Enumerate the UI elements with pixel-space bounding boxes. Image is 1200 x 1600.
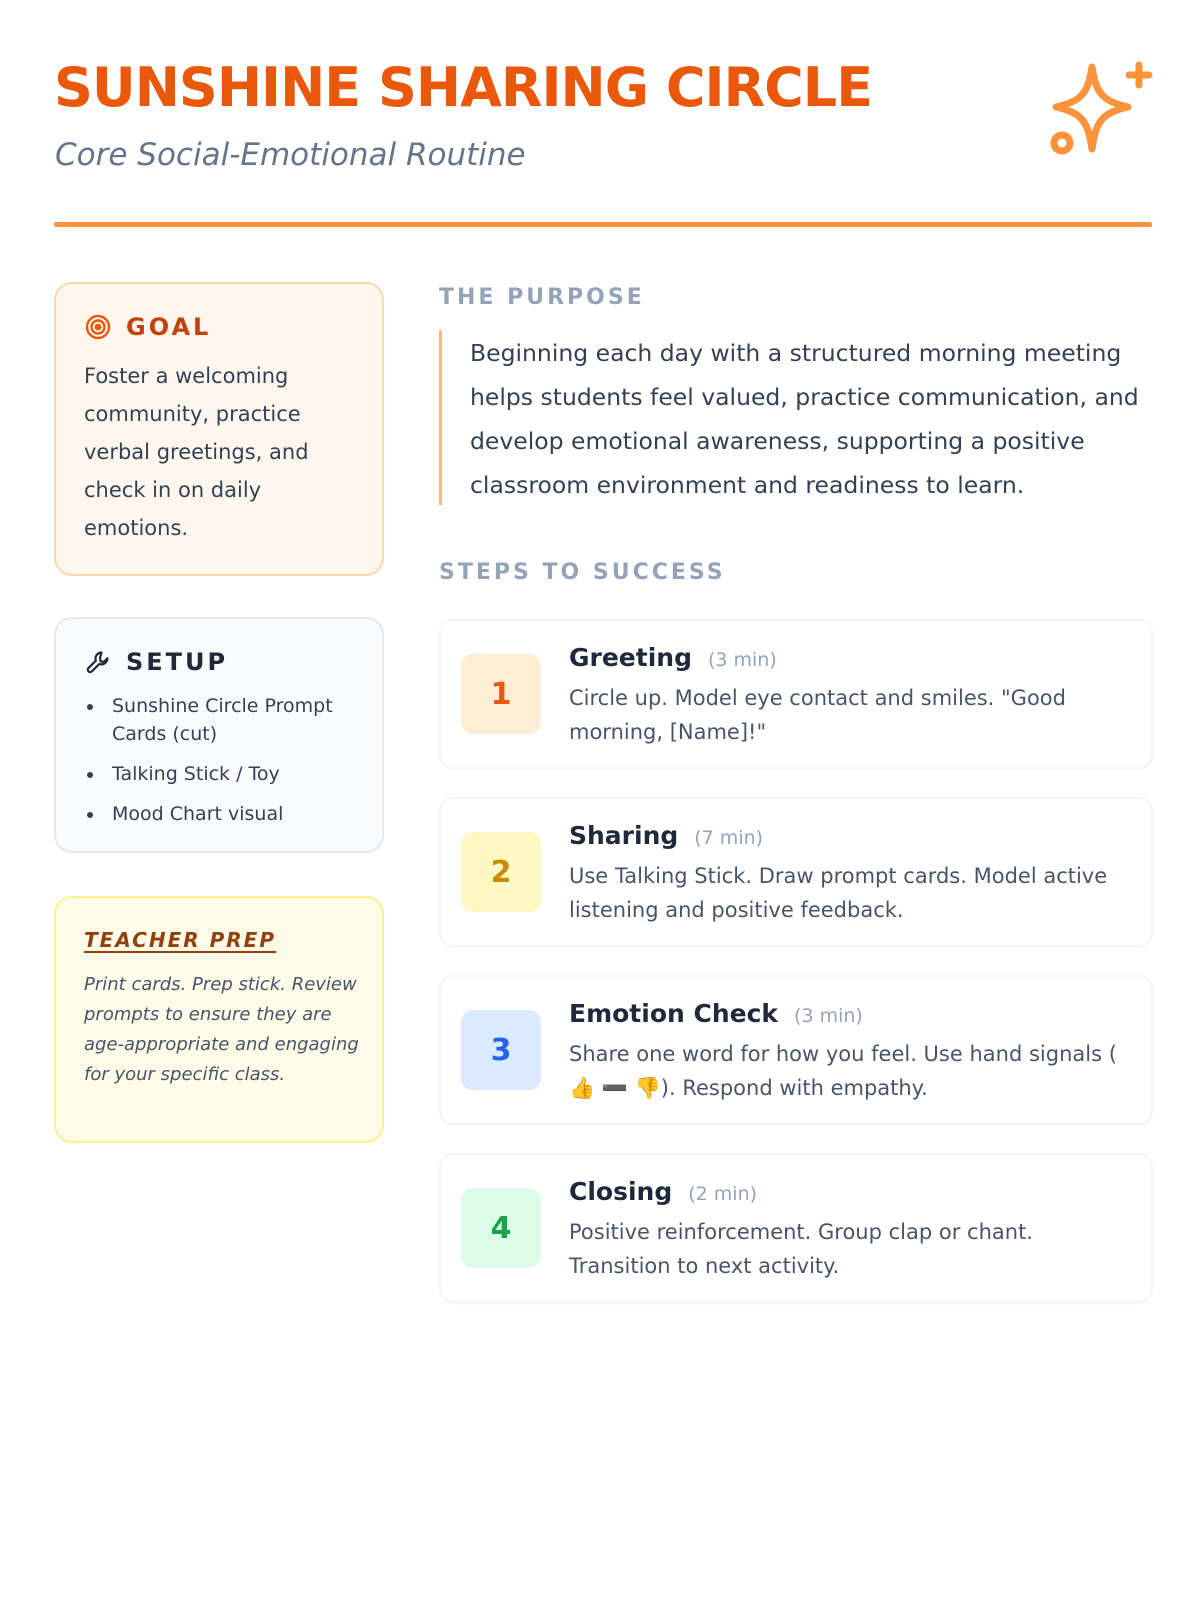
- step-number-badge: 2: [461, 832, 541, 912]
- step-title: [569, 999, 863, 1028]
- step-title: [569, 1177, 757, 1206]
- step-card-closing: [439, 1153, 1153, 1303]
- step-description: Positive reinforcement. Group clap or chant. Transition to next activity.: [569, 1220, 1033, 1278]
- step-description: Share one word for how you feel. Use hand signals ( 👍 ➖ 👎). Respond with empathy.: [569, 1042, 1117, 1100]
- page-title: SUNSHINE SHARING CIRCLE: [54, 56, 873, 119]
- step-title: [569, 821, 763, 850]
- purpose-text: Beginning each day with a structured morning meeting helps students feel valued, practice communication, and develop emotional awareness, supporting a positive classroom environment and readiness to learn.: [470, 339, 1139, 499]
- page-subtitle: Core Social-Emotional Routine: [55, 137, 526, 173]
- step-duration: (2 min): [688, 1183, 758, 1205]
- teacher-prep-label: TEACHER PREP: [84, 928, 276, 952]
- step-duration: (3 min): [794, 1005, 863, 1027]
- teacher-prep-text: Print cards. Prep stick. Review prompts to ensure they are age-appropriate and engaging for your specific class.: [84, 974, 359, 1085]
- header: [54, 50, 1149, 230]
- teacher-prep-card: [54, 896, 384, 1143]
- step-description: Circle up. Model eye contact and smiles. "Good morning, [Name]!": [569, 686, 1066, 744]
- step-card-greeting: [439, 619, 1153, 769]
- step-title: [569, 643, 777, 672]
- step-description: Use Talking Stick. Draw prompt cards. Model active listening and positive feedback.: [569, 864, 1108, 922]
- header-divider: [54, 222, 1152, 227]
- step-number-badge: 3: [461, 1010, 541, 1090]
- goal-header: [84, 312, 211, 342]
- goal-text: Foster a welcoming community, practice verbal greetings, and check in on daily emotions.: [84, 364, 309, 540]
- setup-header: [84, 647, 228, 677]
- list-item: Mood Chart visual: [84, 800, 374, 828]
- setup-label: SETUP: [126, 648, 229, 676]
- goal-label: GOAL: [126, 313, 212, 341]
- step-name: Greeting: [569, 643, 692, 672]
- step-card-emotion-check: [439, 975, 1153, 1125]
- sparkle-icon: [1044, 55, 1154, 165]
- step-name: Emotion Check: [569, 999, 779, 1028]
- goal-card: [54, 282, 384, 576]
- step-name: Sharing: [569, 821, 679, 850]
- wrench-icon: [84, 648, 112, 676]
- steps-heading: STEPS TO SUCCESS: [439, 560, 726, 585]
- setup-card: [54, 617, 384, 853]
- step-name: Closing: [569, 1177, 673, 1206]
- list-item: Sunshine Circle Prompt Cards (cut): [84, 692, 374, 748]
- purpose-heading: THE PURPOSE: [439, 285, 645, 310]
- step-duration: (3 min): [707, 649, 777, 671]
- step-card-sharing: [439, 797, 1153, 947]
- step-duration: (7 min): [694, 827, 764, 849]
- list-item: Talking Stick / Toy: [84, 760, 374, 788]
- step-number-badge: 4: [461, 1188, 541, 1268]
- step-number-badge: 1: [461, 654, 541, 734]
- purpose-block: [439, 330, 1159, 505]
- setup-list: [84, 692, 374, 840]
- target-icon: [84, 313, 112, 341]
